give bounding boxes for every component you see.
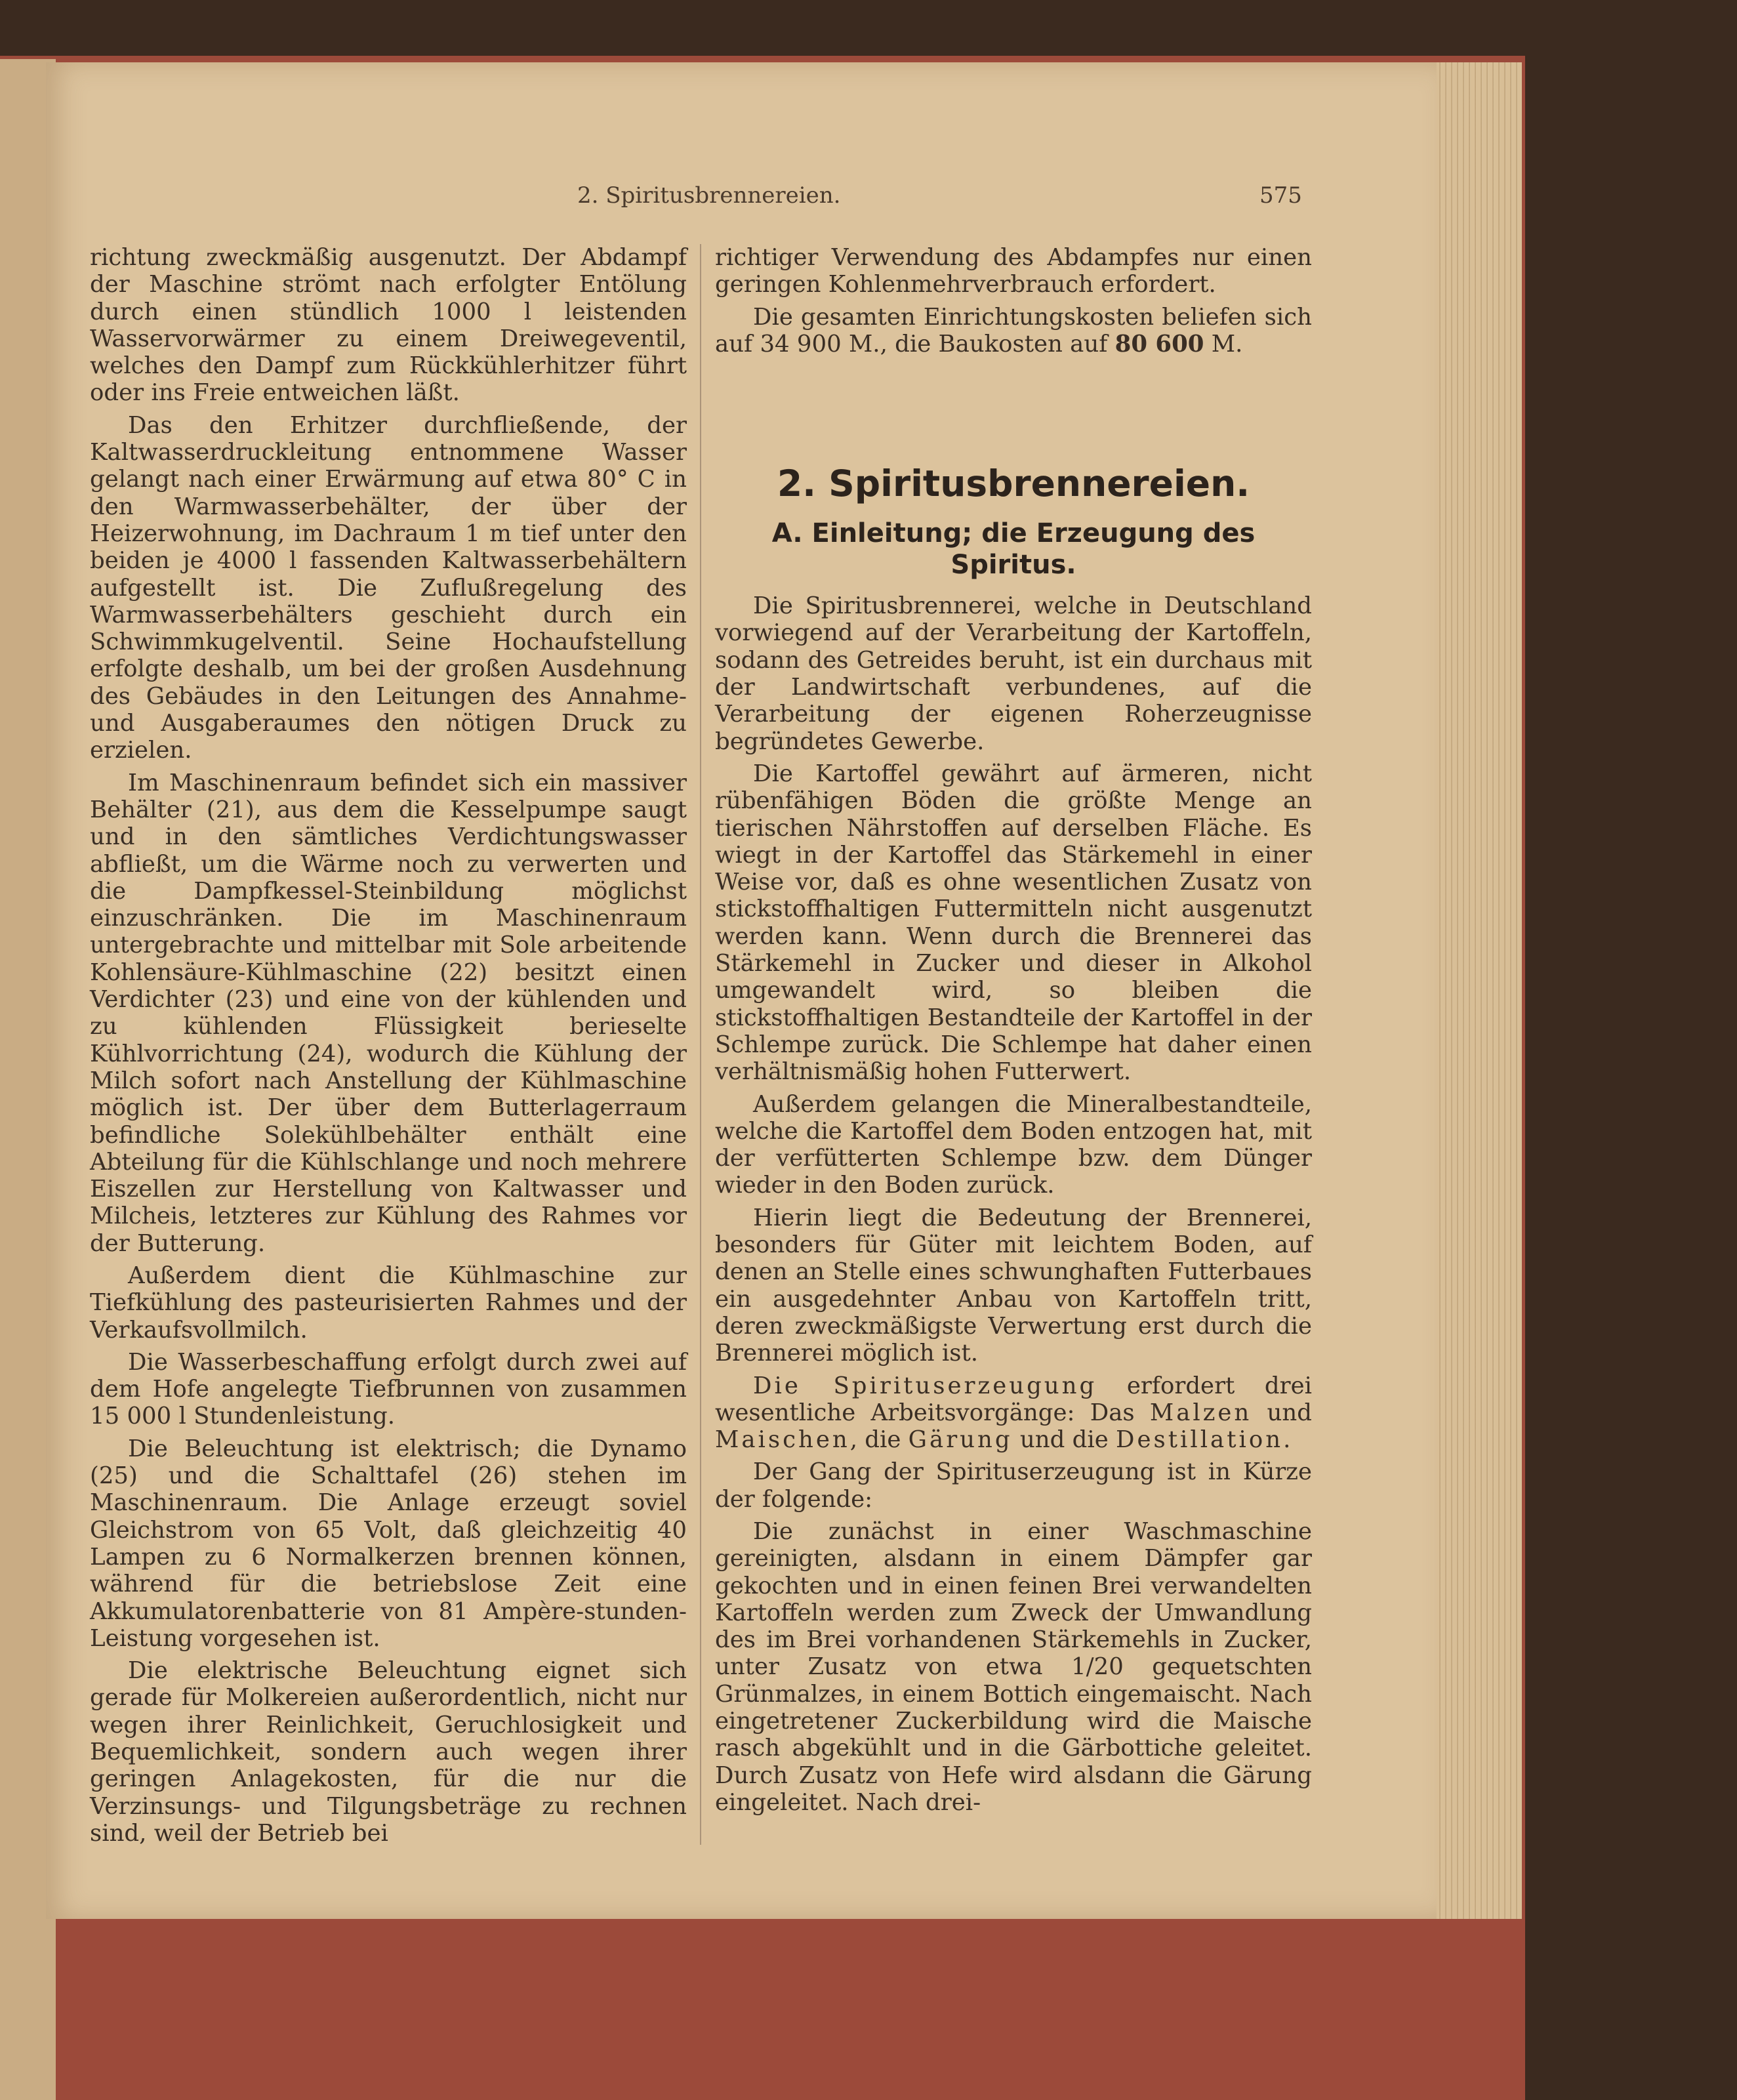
column-divider <box>700 244 701 1845</box>
subsection-heading: A. Einleitung; die Erzeugung des Spiritus. <box>771 518 1256 581</box>
paragraph: Außerdem gelangen die Mineralbestandteile, welche die Kartoffel dem Boden entzogen hat, mit der verfütterten Schlempe bzw. dem Dünger wieder in den Boden zurück. <box>715 1090 1312 1199</box>
paragraph: Die elektrische Beleuchtung eignet sich gerade für Molkereien außerordentlich, nicht nur wegen ihrer Reinlichkeit, Geruchlosigkeit und Bequemlichkeit, sondern auch wegen ihrer geringen Anlagekosten, für die nur die Verzinsungs- und Tilgungsbeträge zu rechnen sind, weil der Betrieb bei <box>90 1657 687 1847</box>
spaced-term: Malzen <box>1149 1399 1252 1426</box>
paragraph: Die Wasserbeschaffung erfolgt durch zwei auf dem Hofe angelegte Tiefbrunnen von zusammen 15 000 l Stundenleistung. <box>90 1348 687 1430</box>
paragraph: richtiger Verwendung des Abdampfes nur einen geringen Kohlenmehrverbrauch erfordert. <box>715 244 1312 299</box>
paragraph: Die Spiritusbrennerei, welche in Deutschland vorwiegend auf der Verarbeitung der Kartoffeln, sodann des Getreides beruht, ist ein durchaus mit der Landwirtschaft verbundenes, auf die Verarbeitung der eigenen Roherzeugnisse begründetes Gewerbe. <box>715 592 1312 755</box>
spaced-term: Maischen <box>715 1426 850 1454</box>
text-run: Die gesamten Einrichtungskosten beliefen sich auf 34 900 M., die Baukosten auf <box>715 303 1312 358</box>
paragraph: Die zunächst in einer Waschmaschine gereinigten, alsdann in einem Dämpfer gar gekochten und in einen feinen Brei verwandelten Kartoffeln werden zum Zweck der Umwandlung des im Brei vorhandenen Stärkemehls in Zucker, unter Zusatz von etwa 1/20 gequetschten Grünmalzes, in einem Bottich eingemaischt. Nach eingetretener Zuckerbildung wird die Maische rasch abgekühlt und in die Gärbottiche geleitet. Durch Zusatz von Hefe wird alsdann die Gärung eingeleitet. Nach drei- <box>715 1517 1312 1816</box>
paragraph: richtung zweckmäßig ausgenutzt. Der Abdampf der Maschine strömt nach erfolgter Entölung durch einen stündlich 1000 l leistenden Wasservorwärmer zu einem Dreiwegeventil, welches den Dampf zum Rückkühlerhitzer führt oder ins Freie entweichen läßt. <box>90 244 687 407</box>
page-stack-edges <box>1423 62 1522 1919</box>
right-column <box>715 244 1312 1821</box>
paragraph: Die Kartoffel gewährt auf ärmeren, nicht rübenfähigen Böden die größte Menge an tierischen Nährstoffen auf derselben Fläche. Es wiegt in der Kartoffel das Stärkemehl in einer Weise vor, daß es ohne wesentlichen Zusatz von stickstoffhaltigen Futtermitteln nicht ausgenutzt werden kann. Wenn durch die Brennerei das Stärkemehl in Zucker und dieser in Alkohol umgewandelt wird, so bleiben die stickstoffhaltigen Bestandteile der Kartoffel in der Schlempe zurück. Die Schlempe hat daher einen verhältnismäßig hohen Futterwert. <box>715 760 1312 1086</box>
bold-amount: 80 600 <box>1114 330 1204 358</box>
paragraph: Das den Erhitzer durchfließende, der Kaltwasserdruckleitung entnommene Wasser gelangt nach einer Erwärmung auf etwa 80° C in den Warmwasserbehälter, der über der Heizerwohnung, im Dachraum 1 m tief unter den beiden je 4000 l fassenden Kaltwasserbehältern aufgestellt ist. Die Zuflußregelung des Warmwasserbehälters geschieht durch ein Schwimmkugelventil. Seine Hochaufstellung erfolgte deshalb, um bei der großen Ausdehnung des Gebäudes in den Leitungen des Annahme- und Ausgaberaumes den nötigen Druck zu erzielen. <box>90 411 687 764</box>
paragraph <box>715 304 1312 358</box>
paragraph: Der Gang der Spirituserzeugung ist in Kürze der folgende: <box>715 1458 1312 1513</box>
text-run: erfordert drei wesentliche Arbeitsvorgänge: Das <box>715 1372 1312 1426</box>
spaced-term: Destillation <box>1116 1426 1284 1454</box>
running-head-title: 2. Spiritusbrennereien. <box>577 182 841 209</box>
section-heading: 2. Spiritusbrennereien. <box>777 463 1250 505</box>
paragraph: Im Maschinenraum befindet sich ein massiver Behälter (21), aus dem die Kesselpumpe saugt und in den sämtliches Verdichtungswasser abfließt, um die Wärme noch zu verwerten und die Dampfkessel-Steinbildung möglichst einzuschränken. Die im Maschinenraum untergebrachte und mittelbar mit Sole arbeitende Kohlensäure-Kühlmaschine (22) besitzt einen Verdichter (23) und eine von der kühlenden und zu kühlenden Flüssigkeit berieselte Kühlvorrichtung (24), wodurch die Kühlung der Milch sofort nach Anstellung der Kühlmaschine möglich ist. Der über dem Butterlagerraum befindliche Solekühlbehälter enthält eine Abteilung für die Kühlschlange und noch mehrere Eiszellen zur Herstellung von Kaltwasser und Milcheis, letzteres zur Kühlung des Rahmes vor der Butterung. <box>90 769 687 1257</box>
left-column <box>90 244 687 1852</box>
paragraph: Die Beleuchtung ist elektrisch; die Dynamo (25) und die Schalttafel (26) stehen im Maschinenraum. Die Anlage erzeugt soviel Gleichstrom von 65 Volt, daß gleichzeitig 40 Lampen zu 6 Normalkerzen brennen können, während für die betriebslose Zeit eine Akkumulatorenbatterie von 81 Ampère-stunden-Leistung vorgesehen ist. <box>90 1435 687 1652</box>
paragraph: Hierin liegt die Bedeutung der Brennerei, besonders für Güter mit leichtem Boden, auf denen an Stelle eines schwunghaften Futterbaues ein ausgedehnter Anbau von Kartoffeln tritt, deren zweckmäßigste Verwertung erst durch die Brennerei möglich ist. <box>715 1204 1312 1367</box>
text-run: M. <box>1204 330 1243 358</box>
text-run: , die <box>849 1426 909 1454</box>
spaced-term: Gärung <box>908 1426 1013 1454</box>
text-run: . <box>1283 1426 1291 1454</box>
text-run: und <box>1252 1399 1312 1426</box>
spaced-term: Die Spirituserzeugung <box>753 1372 1097 1399</box>
paragraph <box>715 1372 1312 1454</box>
page-number: 575 <box>1259 182 1302 209</box>
paragraph: Außerdem dient die Kühlmaschine zur Tiefkühlung des pasteurisierten Rahmes und der Verkaufsvollmilch. <box>90 1262 687 1344</box>
text-run: und die <box>1012 1426 1116 1454</box>
